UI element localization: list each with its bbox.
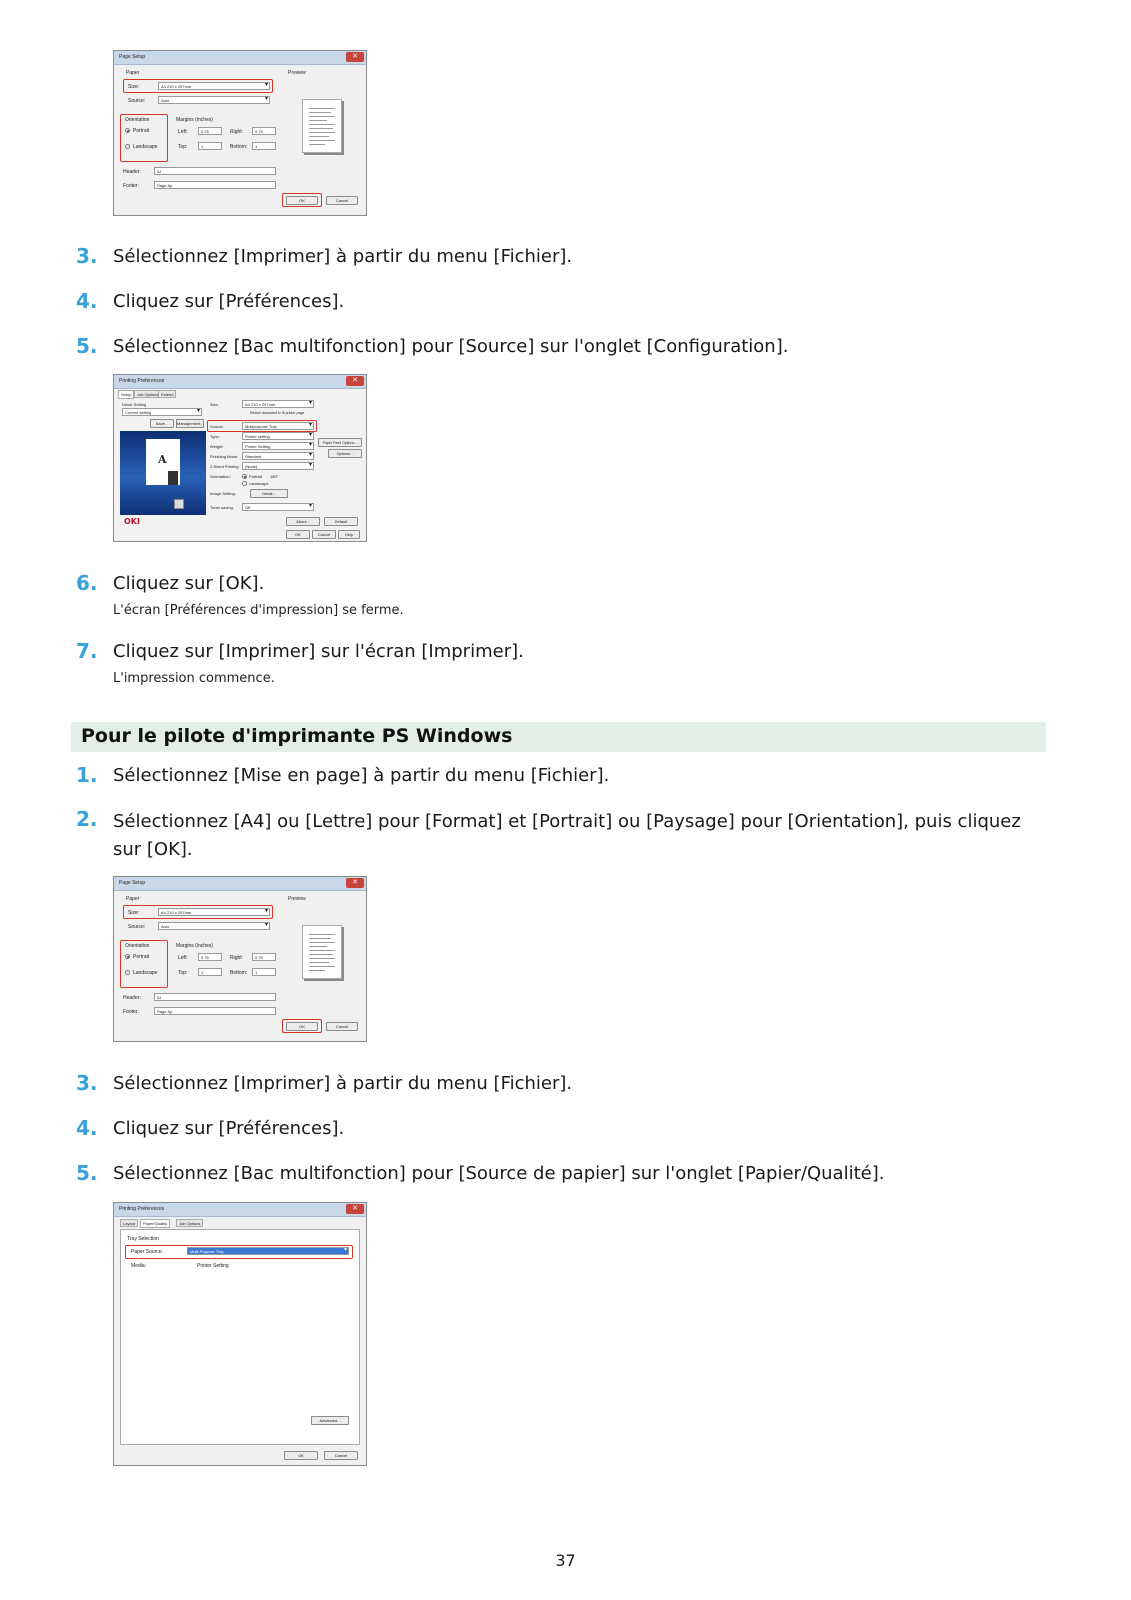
printer-icon [174, 499, 184, 509]
right-label: Right: [230, 129, 244, 135]
save-button[interactable]: Save... [150, 419, 174, 428]
step-number: 5. [76, 334, 98, 358]
tab-bar [120, 1219, 240, 1229]
title-bar [114, 1203, 366, 1217]
step-number: 2. [76, 807, 98, 831]
portrait-label: Portrait [133, 954, 150, 960]
twosided-select[interactable]: (None) ▾ [242, 462, 314, 470]
step-number: 3. [76, 1071, 98, 1095]
orientation-label: Orientation [125, 117, 150, 123]
portrait-radio[interactable] [125, 954, 130, 959]
portrait-radio[interactable] [242, 474, 247, 479]
step-text: Cliquez sur [Imprimer] sur l'écran [Imprimer]. [113, 641, 524, 662]
landscape-radio[interactable] [125, 144, 130, 149]
size-label: Size: [128, 84, 140, 90]
preview-page [302, 99, 342, 153]
weight-select[interactable]: Printer Setting ▾ [242, 442, 314, 450]
cancel-button[interactable]: Cancel [324, 1451, 358, 1460]
cancel-button[interactable]: Cancel [326, 1022, 358, 1031]
ok-button[interactable]: OK [286, 1022, 318, 1031]
step-number: 6. [76, 571, 98, 595]
margins-label: Margins (inches) [176, 117, 213, 123]
detail-button[interactable]: Detail... [250, 489, 288, 498]
step-text: Sélectionnez [Mise en page] à partir du menu [Fichier]. [113, 765, 610, 786]
header-field[interactable]: &f [154, 167, 276, 175]
dialog-title: Printing Preferences [119, 378, 165, 384]
step-text: Cliquez sur [Préférences]. [113, 291, 345, 312]
portrait-radio[interactable] [125, 128, 130, 133]
size-select[interactable]: A4 210 x 297mm ▾ [242, 400, 314, 408]
oki-logo: OKI [124, 517, 140, 526]
driver-setting-label: Driver Setting [122, 402, 147, 407]
size-select[interactable]: A4 210 x 297mm ▾ [158, 82, 270, 90]
twosided-label: 2-Sided Printing: [210, 464, 240, 469]
tab-bar [118, 390, 218, 400]
source-label: Source: [128, 98, 146, 104]
right-field[interactable]: 0.75 [252, 127, 276, 135]
close-icon[interactable]: ✕ [346, 52, 364, 62]
page-number: 37 [555, 1551, 576, 1570]
header-label: Header: [123, 995, 141, 1001]
finishing-select[interactable]: Standard ▾ [242, 452, 314, 460]
toner-label: Toner saving: [210, 505, 234, 510]
footer-label: Footer: [123, 183, 139, 189]
landscape-label: Landscape [133, 970, 158, 976]
source-select[interactable]: Multipurpose Tray ▾ [242, 422, 314, 430]
type-select[interactable]: Printer setting ▾ [242, 432, 314, 440]
title-bar [114, 375, 366, 389]
tab-extend[interactable]: Extend [158, 390, 176, 398]
footer-field[interactable]: Page &p [154, 181, 276, 189]
step-text: Sélectionnez [Imprimer] à partir du menu [Fichier]. [113, 1073, 573, 1094]
orientation-label: Orientation: [210, 474, 231, 479]
source-label: Source: [128, 924, 146, 930]
step-number: 7. [76, 639, 98, 663]
tab-panel [120, 1229, 360, 1445]
left-field[interactable]: 0.75 [198, 127, 222, 135]
dialog-title: Page Setup [119, 54, 146, 60]
left-field[interactable]: 0.75 [198, 953, 222, 961]
close-icon[interactable]: ✕ [346, 376, 364, 386]
bottom-field[interactable]: 1 [252, 142, 276, 150]
bottom-label: Bottom: [230, 144, 248, 150]
weight-label: Weight: [210, 444, 224, 449]
section-heading [71, 722, 1046, 752]
bottom-label: Bottom: [230, 970, 248, 976]
paper-label: Paper [126, 896, 140, 902]
paper-source-select[interactable]: Multi-Purpose Tray ▾ [187, 1247, 349, 1255]
step-number: 1. [76, 763, 98, 787]
print-preview-panel [120, 431, 206, 515]
footer-field[interactable]: Page &p [154, 1007, 276, 1015]
type-label: Type: [210, 434, 220, 439]
landscape-label: Landscape [249, 481, 269, 486]
portrait-label: Portrait [249, 474, 262, 479]
highlight-size [123, 905, 273, 919]
preview-label: Preview [288, 70, 306, 76]
preview-label: Preview [288, 896, 306, 902]
dialog-title: Page Setup [119, 880, 146, 886]
tab-job-options[interactable]: Job Options [176, 1219, 203, 1227]
ok-button[interactable]: OK [284, 1451, 318, 1460]
top-label: Top: [178, 144, 188, 150]
left-label: Left: [178, 955, 188, 961]
size-select[interactable]: A4 210 x 297mm ▾ [158, 908, 270, 916]
options-button[interactable]: Options... [328, 449, 362, 458]
pcl-preferences-screenshot [113, 374, 367, 542]
ok-button[interactable]: OK [286, 530, 310, 539]
step-note: L'impression commence. [113, 671, 275, 686]
resize-checkbox-label[interactable]: Resize document to fit printer page [250, 411, 305, 415]
step-note: L'écran [Préférences d'impression] se ferme. [113, 603, 404, 618]
footer-label: Footer: [123, 1009, 139, 1015]
header-field[interactable]: &f [154, 993, 276, 1001]
paper-feed-options-button[interactable]: Paper Feed Options... [318, 438, 362, 447]
cancel-button[interactable]: Cancel [312, 530, 336, 539]
step-text: Cliquez sur [Préférences]. [113, 1118, 345, 1139]
section-title: Pour le pilote d'imprimante PS Windows [81, 725, 513, 747]
tray-selection-label: Tray Selection [127, 1236, 159, 1242]
landscape-label: Landscape [133, 144, 158, 150]
step-text: Sélectionnez [Bac multifonction] pour [Source de papier] sur l'onglet [Papier/Qualité]. [113, 1163, 885, 1184]
doc-stack-icon [168, 471, 178, 485]
preview-page [302, 925, 342, 979]
tab-setup[interactable]: Setup [118, 390, 134, 399]
top-field[interactable]: 1 [198, 142, 222, 150]
ok-button[interactable]: OK [286, 196, 318, 205]
cancel-button[interactable]: Cancel [326, 196, 358, 205]
landscape-radio[interactable] [125, 970, 130, 975]
size-label: Size: [210, 402, 219, 407]
advanced-button[interactable]: Advanced... [311, 1416, 349, 1425]
title-bar [114, 877, 366, 891]
size-label: Size: [128, 910, 140, 916]
tab-layout[interactable]: Layout [120, 1219, 138, 1227]
letter-a-glyph: A [158, 453, 167, 466]
source-select[interactable]: Auto ▾ [158, 922, 270, 930]
top-label: Top: [178, 970, 188, 976]
header-label: Header: [123, 169, 141, 175]
source-label: Source: [210, 424, 224, 429]
media-label: Media: [131, 1263, 147, 1269]
step-text: Sélectionnez [A4] ou [Lettre] pour [Format] et [Portrait] ou [Paysage] pour [Orientation], puis cliquez sur [OK]. [113, 811, 1021, 860]
landscape-radio[interactable] [242, 481, 247, 486]
step-text: Cliquez sur [OK]. [113, 573, 265, 594]
default-button[interactable]: Default [324, 517, 358, 526]
paper-label: Paper [126, 70, 140, 76]
title-bar [114, 51, 366, 65]
ps-preferences-screenshot [113, 1202, 367, 1466]
finishing-label: Finishing Mode: [210, 454, 239, 459]
page-setup-screenshot [113, 50, 367, 216]
toner-select[interactable]: Off ▾ [242, 503, 314, 511]
left-label: Left: [178, 129, 188, 135]
right-field[interactable]: 0.75 [252, 953, 276, 961]
paper-source-label: Paper Source: [131, 1249, 163, 1255]
dialog-title: Printing Preferences [119, 1206, 165, 1212]
tab-job-options[interactable]: Job Options [134, 390, 161, 398]
rotate-label: 180° [270, 474, 279, 479]
highlight-size [123, 79, 273, 93]
close-icon[interactable]: ✕ [346, 1204, 364, 1214]
step-number: 4. [76, 289, 98, 313]
margins-label: Margins (inches) [176, 943, 213, 949]
tab-paper-quality[interactable]: Paper/Quality [140, 1219, 170, 1228]
step-number: 3. [76, 244, 98, 268]
step-text: Sélectionnez [Bac multifonction] pour [Source] sur l'onglet [Configuration]. [113, 336, 789, 357]
portrait-label: Portrait [133, 128, 150, 134]
top-field[interactable]: 1 [198, 968, 222, 976]
step-number: 5. [76, 1161, 98, 1185]
driver-setting-select[interactable]: Current setting ▾ [122, 408, 202, 416]
about-button[interactable]: About... [286, 517, 320, 526]
bottom-field[interactable]: 1 [252, 968, 276, 976]
right-label: Right: [230, 955, 244, 961]
management-button[interactable]: Management... [177, 421, 204, 426]
page-setup-screenshot [113, 876, 367, 1042]
orientation-label: Orientation [125, 943, 150, 949]
help-button[interactable]: Help [338, 530, 360, 539]
media-select[interactable]: Printer Setting [197, 1263, 229, 1269]
step-number: 4. [76, 1116, 98, 1140]
image-setting-label: Image Setting: [210, 491, 236, 496]
close-icon[interactable]: ✕ [346, 878, 364, 888]
step-text: Sélectionnez [Imprimer] à partir du menu [Fichier]. [113, 246, 573, 267]
source-select[interactable]: Auto ▾ [158, 96, 270, 104]
